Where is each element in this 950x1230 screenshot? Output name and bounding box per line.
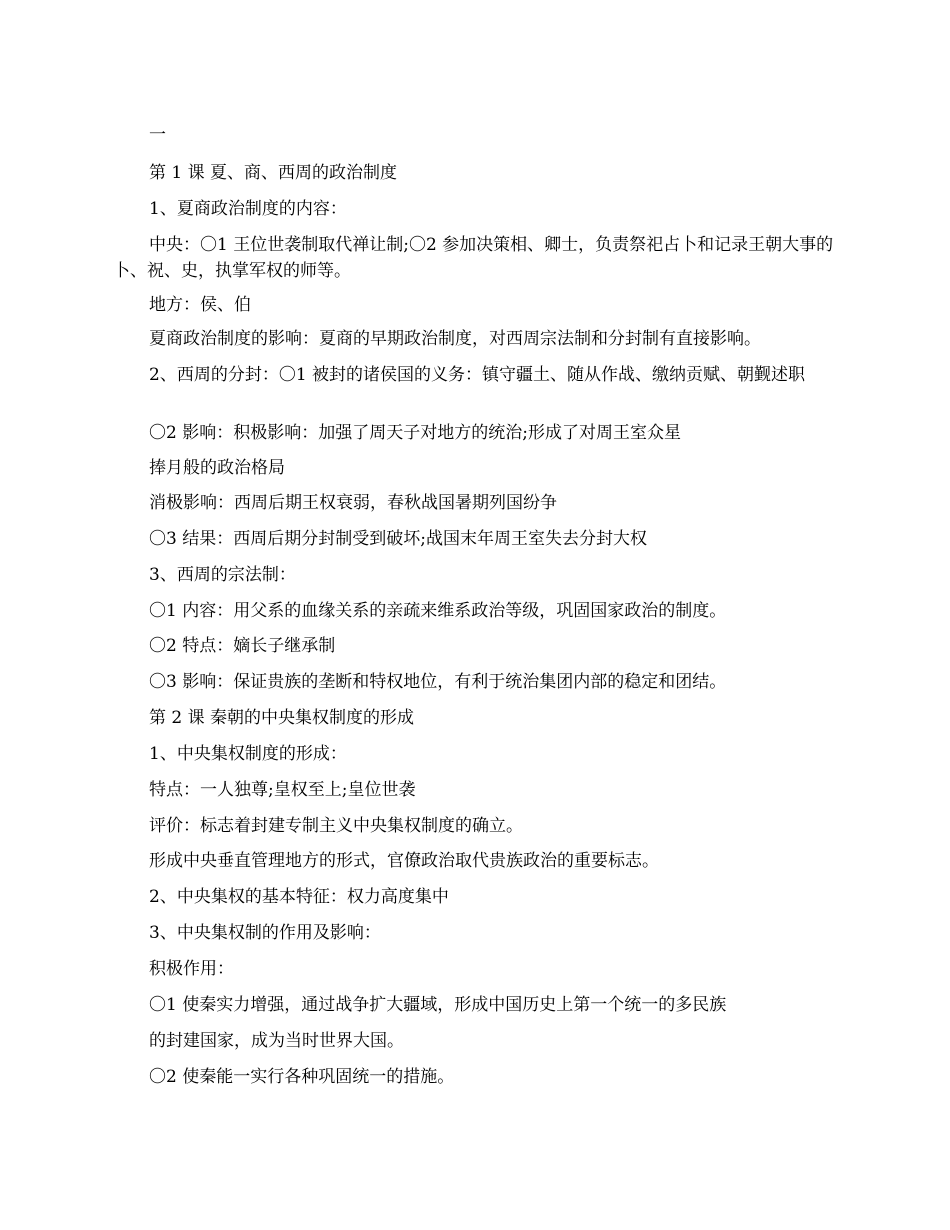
paragraph: 捧月般的政治格局 [149, 458, 285, 478]
paragraph: 特点：一人独尊;皇权至上;皇位世袭 [149, 780, 416, 800]
paragraph: 中央：〇1 王位世袭制取代禅让制;〇2 参加决策相、卿士，负责祭祀占卜和记录王朝大事的卜、祝、史，执掌军权的师等。 [113, 235, 834, 281]
paragraph: 积极作用： [149, 959, 234, 979]
paragraph: 形成中央垂直管理地方的形式，官僚政治取代贵族政治的重要标志。 [149, 851, 659, 871]
paragraph: 3、西周的宗法制： [149, 565, 296, 585]
paragraph: 夏商政治制度的影响：夏商的早期政治制度，对西周宗法制和分封制有直接影响。 [149, 329, 761, 349]
section-marker: 一 [149, 125, 166, 145]
lesson-1-title: 第 1 课 夏、商、西周的政治制度 [149, 163, 398, 183]
paragraph: 〇2 特点：嫡长子继承制 [149, 636, 336, 656]
lesson-2-title: 第 2 课 秦朝的中央集权制度的形成 [149, 708, 415, 728]
paragraph: 2、西周的分封：〇1 被封的诸侯国的义务：镇守疆土、随从作战、缴纳贡赋、朝觐述职 [149, 365, 806, 385]
paragraph: 1、中央集权制度的形成： [149, 744, 347, 764]
paragraph: 〇2 使秦能一实行各种巩固统一的措施。 [149, 1067, 455, 1087]
paragraph: 〇2 影响：积极影响：加强了周天子对地方的统治;形成了对周王室众星 [149, 423, 681, 443]
paragraph: 的封建国家，成为当时世界大国。 [149, 1031, 404, 1051]
paragraph: 1、夏商政治制度的内容： [149, 199, 347, 219]
paragraph: 〇3 影响：保证贵族的垄断和特权地位，有利于统治集团内部的稳定和团结。 [149, 672, 727, 692]
paragraph: 〇3 结果：西周后期分封制受到破坏;战国末年周王室失去分封大权 [149, 529, 647, 549]
paragraph: 地方：侯、伯 [149, 295, 251, 315]
paragraph: 〇1 内容：用父系的血缘关系的亲疏来维系政治等级，巩固国家政治的制度。 [149, 601, 727, 621]
paragraph: 评价：标志着封建专制主义中央集权制度的确立。 [149, 816, 523, 836]
paragraph: 〇1 使秦实力增强，通过战争扩大疆域，形成中国历史上第一个统一的多民族 [149, 995, 727, 1015]
paragraph: 3、中央集权制的作用及影响： [149, 923, 381, 943]
paragraph: 消极影响：西周后期王权衰弱，春秋战国暑期列国纷争 [149, 493, 557, 513]
paragraph: 2、中央集权的基本特征：权力高度集中 [149, 887, 449, 907]
